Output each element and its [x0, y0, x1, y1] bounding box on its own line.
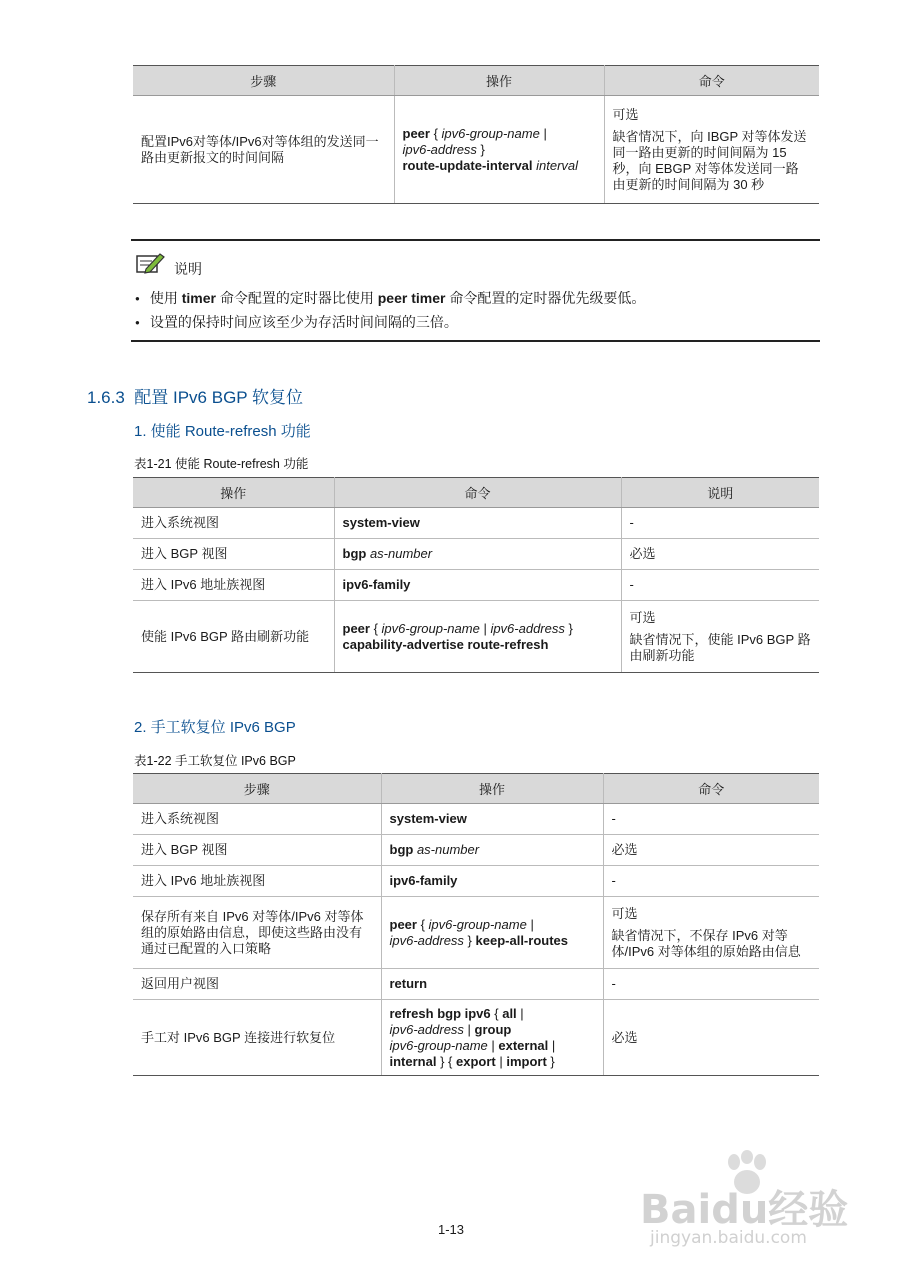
note-pencil-icon: [136, 251, 166, 275]
table-row: 进入 IPv6 地址族视图 ipv6-family -: [133, 866, 819, 897]
subsection-1-title: 1. 使能 Route-refresh 功能: [134, 423, 311, 440]
watermark: [640, 1150, 890, 1250]
watermark-url: jingyan.baidu.com: [650, 1228, 807, 1248]
col-header-step: 步骤: [133, 774, 381, 804]
table-row: 进入 BGP 视图 bgp as-number 必选: [133, 539, 819, 570]
table-1-22-caption: 表1-22 手工软复位 IPv6 BGP: [134, 754, 296, 768]
col-header-command: 命令: [604, 66, 819, 96]
note-box: [131, 239, 820, 342]
subsection-2-title: 2. 手工软复位 IPv6 BGP: [134, 719, 296, 736]
command-cell: peer { ipv6-group-name | ipv6-address } route-update-interval interval: [394, 96, 604, 204]
table-row: [133, 96, 819, 204]
page-number: 1-13: [438, 1222, 465, 1237]
table-row: 使能 IPv6 BGP 路由刷新功能 peer { ipv6-group-name | ipv6-address } capability-advertise route-refresh 可选 缺省情况下，使能 IPv6 BGP 路由刷新功能: [133, 601, 819, 673]
table-1-21-caption: 表1-21 使能 Route-refresh 功能: [134, 457, 309, 471]
step-cell: 配置IPv6对等体/IPv6对等体组的发送同一路由更新报文的时间间隔: [133, 96, 394, 204]
table-1-21: [133, 477, 819, 673]
table-row: 进入 IPv6 地址族视图 ipv6-family -: [133, 570, 819, 601]
table-row: 保存所有来自 IPv6 对等体/IPv6 对等体组的原始路由信息，即使这些路由没有通过已配置的入口策略 peer { ipv6-group-name | ipv6-address } keep-all-routes 可选 缺省情况下，不保存 IPv6 对等体/IPv6 对等体组的原始路由信息: [133, 897, 819, 969]
table-row: 进入 BGP 视图 bgp as-number 必选: [133, 835, 819, 866]
table-route-update: [133, 65, 819, 204]
col-header-command: 命令: [334, 478, 621, 508]
col-header-step: 步骤: [133, 66, 394, 96]
note-cell: 可选 缺省情况下，向 IBGP 对等体发送同一路由更新的时间间隔为 15 秒，向 EBGP 对等体发送同一路由更新的时间间隔为 30 秒: [604, 96, 819, 204]
table-row: 进入系统视图 system-view -: [133, 804, 819, 835]
table-1-22: [133, 773, 819, 1076]
note-bullet-2: ● 设置的保持时间应该至少为存活时间间隔的三倍。: [135, 312, 458, 332]
col-header-operation: 操作: [381, 774, 603, 804]
table-row: 返回用户视图 return -: [133, 969, 819, 1000]
note-title: 说明: [174, 261, 202, 277]
col-header-operation: 操作: [394, 66, 604, 96]
section-title: 配置 IPv6 BGP 软复位: [134, 388, 304, 407]
table-row: 进入系统视图 system-view -: [133, 508, 819, 539]
table-row: 手工对 IPv6 BGP 连接进行软复位 refresh bgp ipv6 { all | ipv6-address | group ipv6-group-name | external | internal } { export | import } 必选: [133, 1000, 819, 1076]
note-bullet-1: ● 使用 timer 命令配置的定时器比使用 peer timer 命令配置的定时器优先级要低。: [135, 288, 645, 308]
col-header-operation: 操作: [133, 478, 334, 508]
section-heading: [87, 383, 303, 408]
col-header-command: 命令: [603, 774, 819, 804]
section-number: 1.6.3: [87, 388, 125, 407]
watermark-logo: Baidu经验: [640, 1187, 849, 1233]
col-header-description: 说明: [621, 478, 819, 508]
